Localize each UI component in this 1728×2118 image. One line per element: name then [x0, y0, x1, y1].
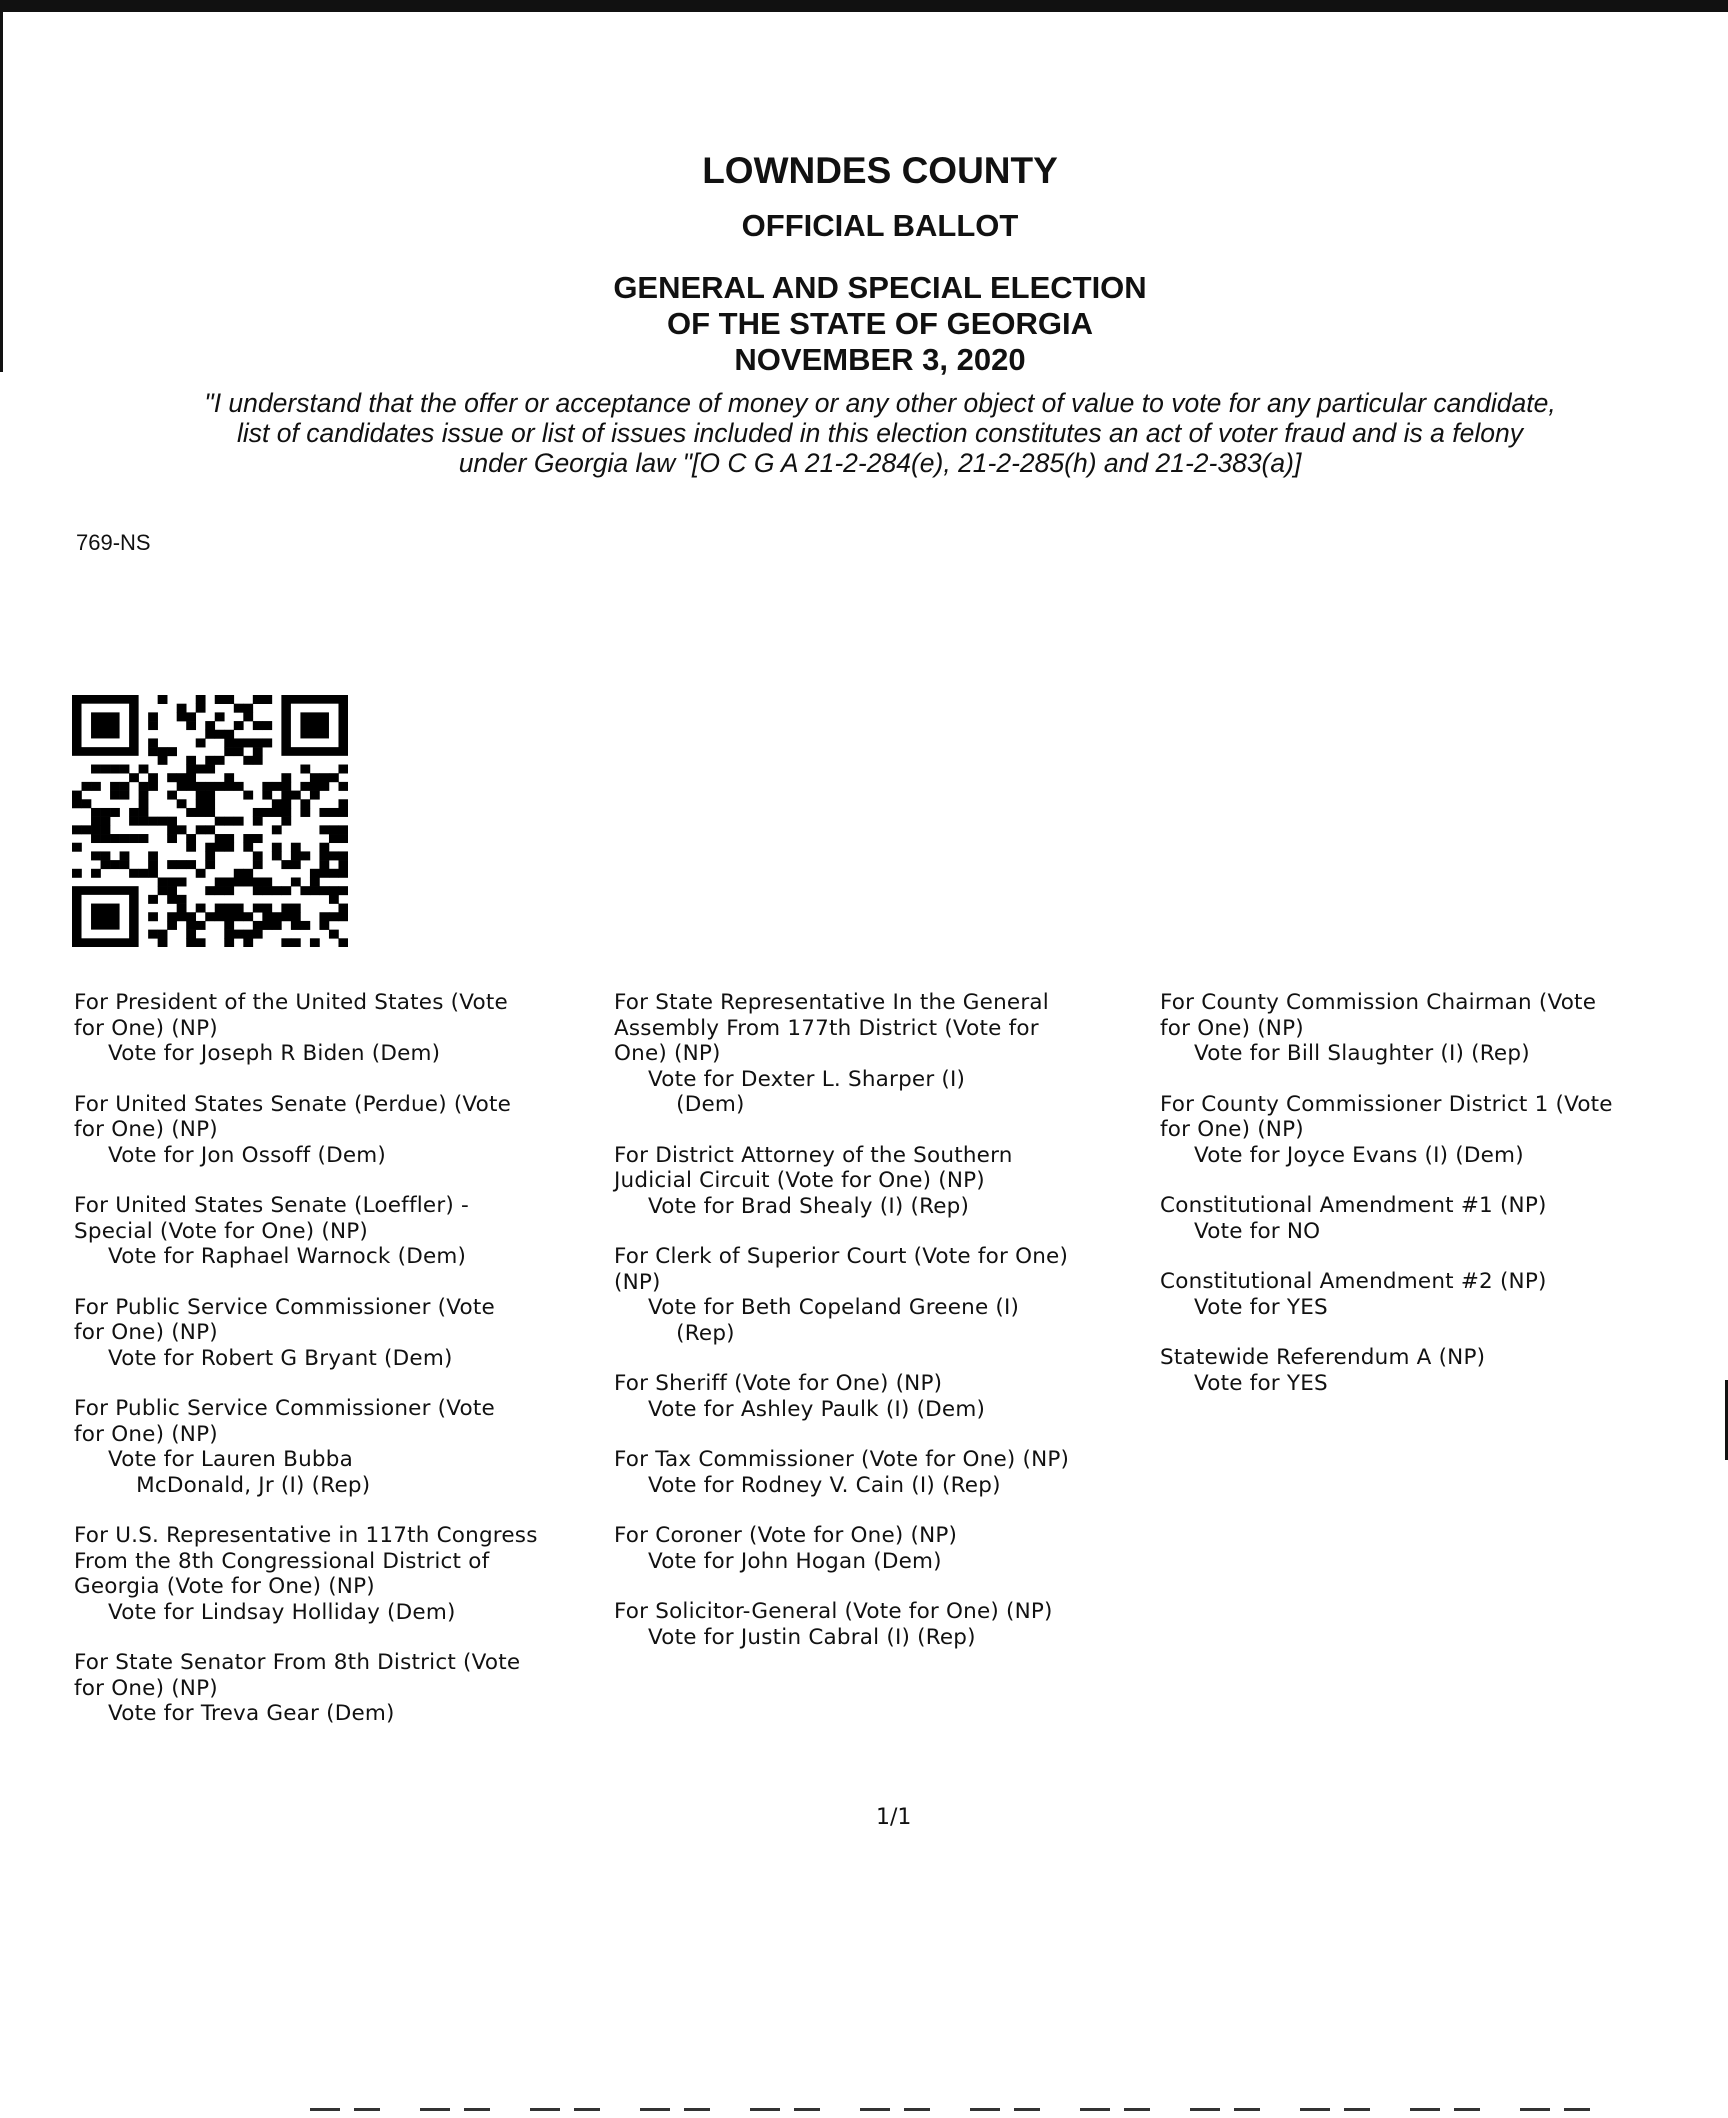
top-border	[0, 0, 1728, 12]
race-selection: Vote for YES	[1194, 1294, 1328, 1320]
race-entry	[614, 1523, 1159, 1574]
race-entry	[614, 1143, 1159, 1220]
race-entry	[74, 1193, 614, 1270]
race-entry	[614, 1447, 1159, 1498]
race-entry	[1160, 990, 1728, 1067]
race-entry	[74, 1295, 614, 1372]
race-selection: Vote for Justin Cabral (I) (Rep)	[648, 1624, 976, 1650]
race-entry	[74, 1523, 614, 1625]
race-entry	[614, 1599, 1159, 1650]
race-selection: Vote for Joyce Evans (I) (Dem)	[1194, 1142, 1524, 1168]
ballot-type: OFFICIAL BALLOT	[741, 208, 1019, 243]
race-selection: Vote for Raphael Warnock (Dem)	[108, 1244, 467, 1269]
qr-code-icon	[72, 695, 348, 947]
race-selection: Vote for Treva Gear (Dem)	[108, 1701, 395, 1726]
race-title: For Clerk of Superior Court (Vote for One) (NP)	[614, 1244, 1069, 1295]
statement-line-3: under Georgia law "[O C G A 21-2-284(e), 21-2-285(h) and 21-2-383(a)]	[458, 448, 1302, 478]
race-selection: Vote for Rodney V. Cain (I) (Rep)	[648, 1472, 1001, 1498]
race-selection: Vote for Beth Copeland Greene (I) (Rep)	[648, 1295, 1020, 1346]
race-title: For State Senator From 8th District (Vote for One) (NP)	[74, 1650, 521, 1701]
race-entry	[614, 990, 1159, 1118]
race-entry	[1160, 1092, 1728, 1169]
voter-fraud-statement	[60, 388, 1700, 478]
race-title: For County Commission Chairman (Vote for One) (NP)	[1160, 990, 1597, 1041]
race-entry	[74, 990, 614, 1067]
election-line-1: GENERAL AND SPECIAL ELECTION	[613, 270, 1147, 305]
race-selection: Vote for Robert G Bryant (Dem)	[108, 1345, 453, 1371]
race-title: For Sheriff (Vote for One) (NP)	[614, 1371, 943, 1396]
race-title: For United States Senate (Perdue) (Vote for One) (NP)	[74, 1091, 512, 1142]
county-title: LOWNDES COUNTY	[702, 150, 1058, 191]
race-title: For State Representative In the General Assembly From 177th District (Vote for One) (NP)	[614, 990, 1049, 1066]
election-line-2: OF THE STATE OF GEORGIA	[667, 306, 1093, 341]
race-title: For Solicitor-General (Vote for One) (NP)	[614, 1599, 1053, 1624]
race-title: For Coroner (Vote for One) (NP)	[614, 1523, 958, 1548]
race-title: For Tax Commissioner (Vote for One) (NP)	[614, 1447, 1070, 1472]
race-entry	[614, 1244, 1159, 1346]
race-entry	[74, 1396, 614, 1498]
ballot-style-id: 769-NS	[76, 530, 151, 555]
race-selection: Vote for NO	[1194, 1218, 1321, 1244]
race-title: For District Attorney of the Southern Judicial Circuit (Vote for One) (NP)	[614, 1142, 1013, 1193]
races-column-3	[1160, 990, 1728, 1421]
race-selection: Vote for Lindsay Holliday (Dem)	[108, 1599, 456, 1625]
race-title: For County Commissioner District 1 (Vote for One) (NP)	[1160, 1091, 1613, 1142]
race-selection: Vote for Brad Shealy (I) (Rep)	[648, 1193, 970, 1219]
page-number: 1/1	[876, 1805, 912, 1830]
race-title: Constitutional Amendment #1 (NP)	[1160, 1193, 1547, 1218]
race-selection: Vote for Lauren Bubba McDonald, Jr (I) (Rep)	[108, 1447, 371, 1498]
bottom-border	[310, 2108, 1610, 2111]
race-selection: Vote for Bill Slaughter (I) (Rep)	[1194, 1041, 1530, 1066]
election-name	[0, 270, 1728, 378]
race-selection: Vote for John Hogan (Dem)	[648, 1548, 942, 1574]
race-title: For United States Senate (Loeffler) - Special (Vote for One) (NP)	[74, 1193, 469, 1244]
race-selection: Vote for YES	[1194, 1370, 1328, 1396]
statement-line-1: "I understand that the offer or acceptance of money or any other object of value to vote for any particular candidate,	[204, 388, 1556, 418]
race-title: Constitutional Amendment #2 (NP)	[1160, 1269, 1547, 1294]
race-title: For Public Service Commissioner (Vote for One) (NP)	[74, 1396, 495, 1447]
race-entry	[614, 1371, 1159, 1422]
race-entry	[1160, 1193, 1728, 1244]
race-entry	[74, 1650, 614, 1727]
ballot-header	[0, 150, 1728, 378]
race-entry	[74, 1092, 614, 1169]
race-entry	[1160, 1345, 1728, 1396]
statement-line-2: list of candidates issue or list of issues included in this election constitutes an act of voter fraud and is a felony	[237, 418, 1523, 448]
race-title: For U.S. Representative in 117th Congress From the 8th Congressional District of Georgia (Vote for One) (NP)	[74, 1523, 538, 1599]
races-column-2	[614, 990, 1159, 1675]
race-selection: Vote for Dexter L. Sharper (I) (Dem)	[648, 1066, 966, 1117]
races-column-1	[74, 990, 614, 1752]
election-date: NOVEMBER 3, 2020	[734, 342, 1026, 377]
race-title: For President of the United States (Vote for One) (NP)	[74, 990, 508, 1041]
race-title: Statewide Referendum A (NP)	[1160, 1345, 1486, 1370]
race-selection: Vote for Jon Ossoff (Dem)	[108, 1142, 386, 1168]
race-title: For Public Service Commissioner (Vote for One) (NP)	[74, 1294, 495, 1345]
race-selection: Vote for Joseph R Biden (Dem)	[108, 1041, 441, 1066]
race-selection: Vote for Ashley Paulk (I) (Dem)	[648, 1396, 986, 1422]
race-entry	[1160, 1269, 1728, 1320]
